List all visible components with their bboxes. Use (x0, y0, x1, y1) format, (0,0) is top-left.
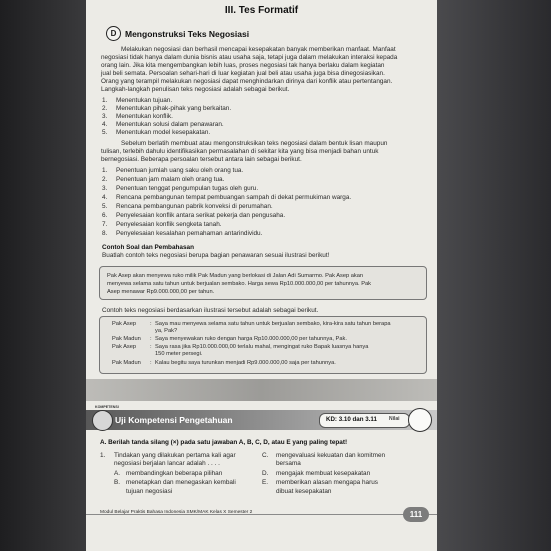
question-line: Tindakan yang dilakukan pertama kali agar (114, 452, 236, 459)
step-text: Menentukan tujuan. (116, 97, 173, 104)
kd-label: KD: 3.10 dan 3.11 (326, 416, 377, 423)
dialogue-speaker: Pak Madun (112, 336, 141, 342)
problem-text: Penentuan jumlah uang saku oleh orang tua. (116, 167, 244, 174)
uji-kompetensi-title: Uji Kompetensi Pengetahuan (115, 415, 233, 425)
intro-line: Orang yang terampil melakukan negosiasi dapat menghindarkan dirinya dari konflik atau pertentangan. (101, 78, 393, 85)
para2-line: bernegosiasi. Beberapa persoalan tersebut antara lain sebagai berikut. (101, 156, 302, 163)
problem-text: Penyelesaian konflik antara serikat pekerja dan pengusaha. (116, 212, 286, 219)
option-text: memberikan alasan mengapa harus (276, 479, 378, 486)
option-text: menetapkan dan menegaskan kembali (126, 479, 236, 486)
step-number: 2. (102, 105, 108, 112)
option-letter[interactable]: C. (262, 452, 269, 459)
question-number: 1. (100, 452, 106, 459)
intro-line: orang lain. Jika kita mengembangkan lebih luas, proses negosiasi tak hanya berlaku dalam kegiatan (101, 62, 385, 69)
problem-number: 2. (102, 176, 108, 183)
problem-number: 5. (102, 203, 108, 210)
option-text: membandingkan beberapa pilihan (126, 470, 223, 477)
background-right (437, 0, 551, 551)
option-text: bersama (276, 460, 301, 467)
step-text: Menentukan model kesepakatan. (116, 129, 211, 136)
problem-number: 8. (102, 230, 108, 237)
tes-formatif-title: III. Tes Formatif (224, 5, 299, 16)
para2-line: tulisan, terlebih dahulu identifikasikan permasalahan di sekitar kita yang bisa menjadi bahan untuk (101, 148, 379, 155)
illustration-line: Pak Asep akan menyewa ruko milik Pak Madun yang berlokasi di Jalan Adi Sumarmo. Pak Asep akan (107, 273, 364, 279)
intro-line: jual beli semata. Persoalan sehari-hari di luar kegiatan jual beli atau usaha juga bisa dinegosiasikan. (101, 70, 385, 77)
section-letter-badge: D (106, 26, 121, 41)
step-text: Menentukan solusi dalam penawaran. (116, 121, 224, 128)
contoh-title: Contoh Soal dan Pembahasan (102, 244, 194, 251)
option-letter[interactable]: E. (262, 479, 269, 486)
dialogue-line: 150 meter persegi. (155, 351, 203, 357)
dialogue-speaker: Pak Asep (112, 344, 137, 350)
intro-line: negosiasi tidak hanya dalam dunia bisnis atau usaha saja, tetapi juga dalam melakukan interaksi kepada (101, 54, 398, 61)
example-intro: Contoh teks negosiasi berdasarkan ilustrasi tersebut adalah sebagai berikut. (102, 307, 319, 314)
problem-number: 6. (102, 212, 108, 219)
dialogue-line: Kalau begitu saya turunkan menjadi Rp9.000.000,00 saja per tahunnya. (155, 360, 336, 366)
dialogue-colon: : (150, 336, 152, 342)
uji-small-label: KOMPETENSI (95, 405, 119, 409)
nilai-score-circle (408, 408, 432, 432)
dialogue-line: Saya rasa jika Rp10.000.000,00 terlalu mahal, mengingat ruko Bapak luasnya hanya (155, 344, 369, 350)
dialogue-colon: : (150, 360, 152, 366)
section-title: Mengonstruksi Teks Negosiasi (125, 28, 250, 39)
page-number: 111 (403, 507, 429, 522)
illustration-line: menyewa selama satu tahun untuk berjualan sembako. Harga sewa Rp10.000.000,00 per tahunnya. Pak (107, 281, 372, 287)
question-line: negosiasi berjalan lancar adalah . . . . (114, 460, 220, 467)
nilai-label: Nilai (389, 416, 400, 422)
background-left (0, 0, 86, 551)
problem-text: Penentuan jam malam oleh orang tua. (116, 176, 225, 183)
dialogue-line: Saya mau menyewa selama satu tahun untuk berjualan sembako, kira-kira satu tahun berapa (155, 321, 391, 327)
option-letter[interactable]: D. (262, 470, 269, 477)
problem-text: Penentuan tenggat pengumpulan tugas oleh guru. (116, 185, 259, 192)
dialogue-colon: : (150, 321, 152, 327)
step-text: Menentukan pihak-pihak yang berkaitan. (116, 105, 232, 112)
dialogue-line: Saya menyewakan ruko dengan harga Rp10.000.000,00 per tahunnya, Pak. (155, 336, 347, 342)
problem-text: Rencana pembangunan pabrik konveksi di perumahan. (116, 203, 273, 210)
tes-formatif-banner (86, 379, 437, 401)
step-number: 4. (102, 121, 108, 128)
problem-number: 1. (102, 167, 108, 174)
option-letter[interactable]: B. (114, 479, 121, 486)
problem-text: Penyelesaian kesalahan pemahaman antarindividu. (116, 230, 263, 237)
footer-text: Modul Belajar Praktis Bahasa Indonesia SMK/MAK Kelas X Semester 2 (100, 510, 253, 515)
intro-line: Melakukan negosiasi dan berhasil mencapai kesepakatan banyak memberikan manfaat. Manfaat (121, 46, 396, 53)
problem-text: Rencana pembangunan tempat pembuangan sampah di dekat permukiman warga. (116, 194, 352, 201)
option-letter[interactable]: A. (114, 470, 121, 477)
step-number: 5. (102, 129, 108, 136)
dialogue-colon: : (150, 344, 152, 350)
dialogue-speaker: Pak Madun (112, 360, 141, 366)
section-heading (106, 26, 249, 41)
problem-number: 7. (102, 221, 108, 228)
step-number: 3. (102, 113, 108, 120)
contoh-instruction: Buatlah contoh teks negosiasi berupa bagian penawaran sesuai ilustrasi berikut! (102, 252, 330, 259)
option-text: mengajak membuat kesepakatan (276, 470, 371, 477)
option-text: mengevaluasi kekuatan dan komitmen (276, 452, 386, 459)
para2-line: Sebelum berlatih membuat atau mengonstruksikan teks negosiasi dalam bentuk lisan maupun (121, 140, 388, 147)
uji-kompetensi-icon (92, 410, 113, 431)
option-text: tujuan negosiasi (126, 488, 173, 495)
problem-number: 4. (102, 194, 108, 201)
dialogue-speaker: Pak Asep (112, 321, 137, 327)
dialogue-line: ya, Pak? (155, 328, 178, 334)
problem-text: Penyelesaian konflik sengketa tanah. (116, 221, 222, 228)
instruction-a: A. Berilah tanda silang (×) pada satu jawaban A, B, C, D, atau E yang paling tepat! (100, 439, 348, 446)
book-page (86, 0, 437, 551)
intro-line: Langkah-langkah penulisan teks negosiasi adalah sebagai berikut. (101, 86, 290, 93)
step-text: Menentukan konflik. (116, 113, 173, 120)
option-text: dibuat kesepakatan (276, 488, 332, 495)
illustration-line: Asep menawar Rp9.000.000,00 per tahun. (107, 289, 215, 295)
step-number: 1. (102, 97, 108, 104)
problem-number: 3. (102, 185, 108, 192)
